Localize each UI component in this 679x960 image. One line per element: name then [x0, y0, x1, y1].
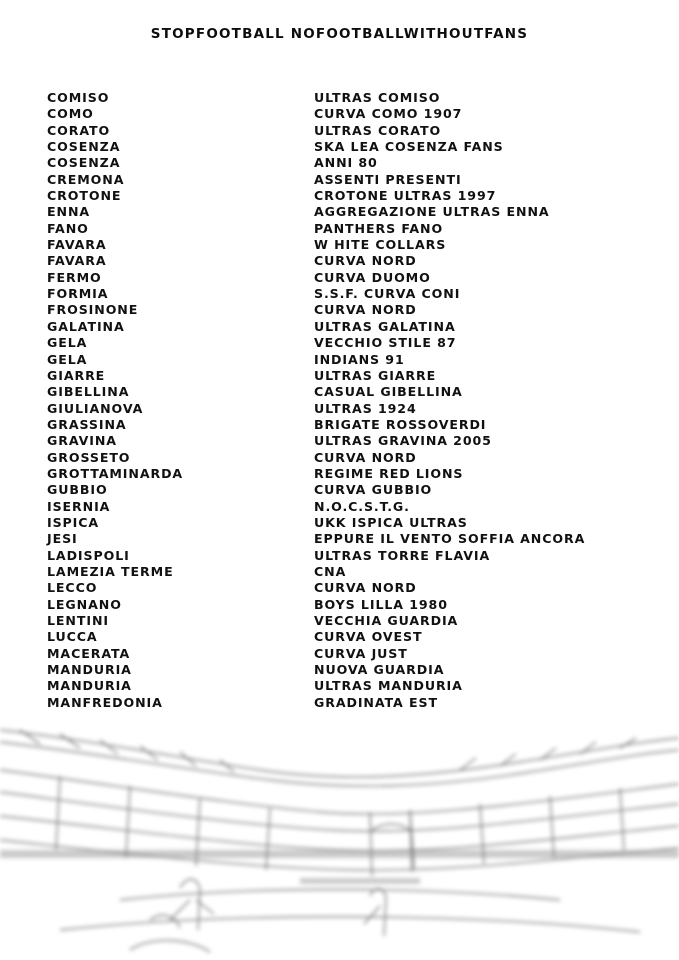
city-name: FERMO [47, 269, 102, 285]
list-item [47, 352, 657, 368]
fan-group-name: CURVA JUST [314, 645, 408, 661]
list-item [47, 188, 657, 204]
list-item [47, 319, 657, 335]
city-name: GELA [47, 351, 88, 367]
list-item [47, 548, 657, 564]
city-name: LEGNANO [47, 596, 122, 612]
fan-group-name: PANTHERS FANO [314, 220, 444, 236]
city-name: ENNA [47, 204, 91, 220]
city-name: FORMIA [47, 286, 109, 302]
city-name: COSENZA [47, 155, 121, 171]
fan-group-name: ULTRAS GRAVINA 2005 [314, 433, 492, 449]
city-name: COMO [47, 106, 94, 122]
list-item [47, 417, 657, 433]
list-item [47, 221, 657, 237]
fan-group-name: CROTONE ULTRAS 1997 [314, 188, 497, 204]
list-item [47, 433, 657, 449]
list-item [47, 286, 657, 302]
city-name: MANDURIA [47, 678, 132, 694]
city-name: CORATO [47, 122, 111, 138]
list-item [47, 90, 657, 106]
city-name: COSENZA [47, 139, 121, 155]
city-name: LUCCA [47, 629, 98, 645]
list-item [47, 139, 657, 155]
city-name: GRAVINA [47, 433, 117, 449]
list-item [47, 450, 657, 466]
fan-group-name: VECCHIO STILE 87 [314, 335, 457, 351]
list-item [47, 515, 657, 531]
fan-group-name: ULTRAS MANDURIA [314, 678, 463, 694]
city-name: JESI [47, 531, 78, 547]
list-item [47, 384, 657, 400]
list-item [47, 564, 657, 580]
fan-group-name: GRADINATA EST [314, 694, 438, 710]
city-name: GIULIANOVA [47, 400, 144, 416]
list-item [47, 646, 657, 662]
city-name: LECCO [47, 580, 98, 596]
city-name: LADISPOLI [47, 547, 130, 563]
fan-group-name: ULTRAS TORRE FLAVIA [314, 547, 491, 563]
list-item [47, 678, 657, 694]
list-item [47, 401, 657, 417]
city-name: ISPICA [47, 514, 100, 530]
stadium-sketch [0, 700, 679, 960]
fan-group-name: CURVA NORD [314, 253, 417, 269]
fan-group-name: ULTRAS GIARRE [314, 367, 437, 383]
list-item [47, 204, 657, 220]
list-item [47, 580, 657, 596]
city-name: GROTTAMINARDA [47, 465, 184, 481]
fan-group-name: ULTRAS CORATO [314, 122, 442, 138]
city-name: GIBELLINA [47, 384, 130, 400]
list-item [47, 368, 657, 384]
city-name: GELA [47, 335, 88, 351]
list-item [47, 662, 657, 678]
fan-group-name: NUOVA GUARDIA [314, 662, 445, 678]
fan-group-name: CURVA COMO 1907 [314, 106, 463, 122]
fan-group-name: N.O.C.S.T.G. [314, 498, 410, 514]
city-name: LAMEZIA TERME [47, 563, 174, 579]
list-item [47, 253, 657, 269]
list-item [47, 270, 657, 286]
city-name: COMISO [47, 90, 110, 105]
city-name: FROSINONE [47, 302, 139, 318]
list-item [47, 155, 657, 171]
city-name: ISERNIA [47, 498, 111, 514]
fan-group-name: S.S.F. CURVA CONI [314, 286, 461, 302]
list-item [47, 302, 657, 318]
city-name: CROTONE [47, 188, 122, 204]
fan-group-name: ULTRAS 1924 [314, 400, 417, 416]
list-item [47, 482, 657, 498]
fan-group-name: VECCHIA GUARDIA [314, 613, 459, 628]
fan-group-name: CURVA GUBBIO [314, 482, 433, 498]
city-name: FAVARA [47, 237, 107, 253]
city-name: GALATINA [47, 318, 125, 334]
city-name: GRASSINA [47, 416, 127, 432]
list-item [47, 335, 657, 351]
city-name: LENTINI [47, 613, 109, 628]
fan-group-name: UKK ISPICA ULTRAS [314, 514, 468, 530]
city-name: MACERATA [47, 645, 131, 661]
fan-group-name: CASUAL GIBELLINA [314, 384, 463, 400]
fan-group-name: CURVA OVEST [314, 629, 423, 645]
list-item [47, 106, 657, 122]
fan-group-name: BRIGATE ROSSOVERDI [314, 416, 487, 432]
fan-group-name: CURVA DUOMO [314, 269, 431, 285]
fan-group-name: ULTRAS GALATINA [314, 318, 456, 334]
fan-group-name: SKA LEA COSENZA FANS [314, 139, 504, 155]
fan-group-name: EPPURE IL VENTO SOFFIA ANCORA [314, 531, 586, 547]
list-item [47, 531, 657, 547]
fan-group-name: REGIME RED LIONS [314, 465, 464, 481]
fan-group-name: CURVA NORD [314, 302, 417, 318]
list-item [47, 499, 657, 515]
fan-group-name: ULTRAS COMISO [314, 90, 441, 105]
fan-group-name: CURVA NORD [314, 580, 417, 596]
fan-group-name: INDIANS 91 [314, 351, 405, 367]
fan-group-name: ASSENTI PRESENTI [314, 171, 462, 187]
list-item [47, 172, 657, 188]
city-name: GROSSETO [47, 449, 131, 465]
fan-groups-list [47, 90, 657, 711]
list-item [47, 629, 657, 645]
fan-group-name: CNA [314, 563, 347, 579]
city-name: MANDURIA [47, 662, 132, 678]
fan-group-name: W HITE COLLARS [314, 237, 447, 253]
city-name: FANO [47, 220, 89, 236]
fan-group-name: BOYS LILLA 1980 [314, 596, 448, 612]
fan-group-name: ANNI 80 [314, 155, 378, 171]
list-item [47, 237, 657, 253]
list-item [47, 597, 657, 613]
list-item [47, 466, 657, 482]
poster-title: STOPFOOTBALL NOFOOTBALLWITHOUTFANS [150, 26, 529, 42]
city-name: MANFREDONIA [47, 694, 163, 710]
city-name: FAVARA [47, 253, 107, 269]
city-name: CREMONA [47, 171, 125, 187]
fan-group-name: AGGREGAZIONE ULTRAS ENNA [314, 204, 550, 220]
fan-group-name: CURVA NORD [314, 449, 417, 465]
city-name: GUBBIO [47, 482, 108, 498]
city-name: GIARRE [47, 367, 106, 383]
list-item [47, 613, 657, 629]
list-item [47, 123, 657, 139]
